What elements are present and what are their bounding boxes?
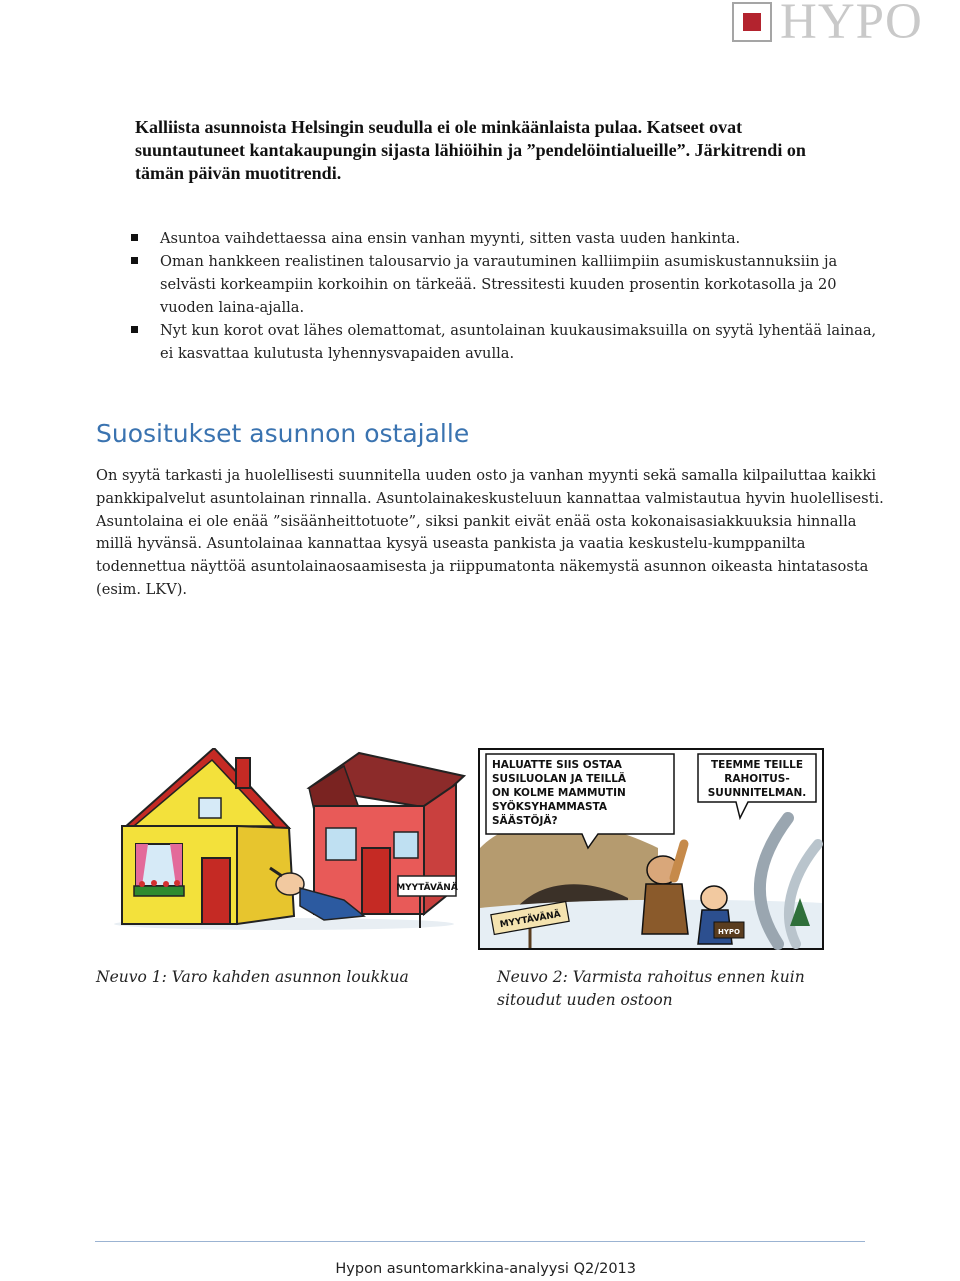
svg-text:HALUATTE SIIS OSTAA: HALUATTE SIIS OSTAA [492, 759, 622, 771]
bullet-text: Oman hankkeen realistinen talousarvio ja varautuminen kalliimpiin asumiskustannuksiin ja selvästi korkeampiin korkoihin on tärkeää. Stressitesti kuuden prosentin korkotasolla ja 20 vuoden laina-ajalla. [160, 253, 838, 316]
caveman-cartoon [478, 748, 824, 950]
logo-text: HYPO [780, 0, 923, 50]
svg-text:MYYTÄVÄNÄ: MYYTÄVÄNÄ [499, 909, 562, 931]
yellow-house-icon [122, 748, 294, 924]
bullet-icon [131, 257, 138, 264]
bullet-list [130, 227, 890, 365]
two-houses-illustration [104, 748, 466, 930]
svg-text:SÄÄSTÖJÄ?: SÄÄSTÖJÄ? [492, 815, 558, 827]
svg-text:ON KOLME MAMMUTIN: ON KOLME MAMMUTIN [492, 787, 626, 799]
bullet-icon [131, 234, 138, 241]
hypo-logo [732, 0, 960, 50]
svg-text:HYPO: HYPO [717, 928, 741, 936]
footer-divider [95, 1241, 865, 1242]
section-body: On syytä tarkasti ja huolellisesti suunnitella uuden osto ja vanhan myynti sekä samalla kilpailuttaa kaikki pankkipalvelut asuntolainan rinnalla. Asuntolainakeskusteluun kannattaa valmistautua hyvin huolellisesti. Asuntolaina ei ole enää ”sisäänheittotuote”, siksi pankit eivät enää osta kokonaisasiakkuuksia hinnalla millä hyvänsä. Asuntolainaa kannattaa kysyä useasta pankista ja vaatia keskustelu-kumppanilta todennettua näyttöä asuntolainaosaamisesta ja riippumatonta näkemystä asunnon oikeasta hintatasosta (esim. LKV). [96, 467, 884, 598]
svg-text:MYYTÄVÄNÄ: MYYTÄVÄNÄ [396, 883, 458, 893]
section-heading: Suositukset asunnon ostajalle [96, 419, 470, 448]
svg-text:RAHOITUS-: RAHOITUS- [724, 773, 790, 785]
list-item [130, 250, 890, 319]
list-item [130, 227, 890, 250]
bullet-text: Nyt kun korot ovat lähes olemattomat, asuntolainan kuukausimaksuilla on syytä lyhentää lainaa, ei kasvattaa kulutusta lyhennysvapaiden avulla. [160, 322, 877, 362]
bullet-text: Asuntoa vaihdettaessa aina ensin vanhan myynti, sitten vasta uuden hankinta. [160, 230, 741, 247]
intro-paragraph: Kalliista asunnoista Helsingin seudulla ei ole minkäänlaista pulaa. Katseet ovat suuntautuneet kantakaupungin sijasta lähiöihin ja ”pendelöintialueille”. Järkitrendi on tämän päivän muotitrendi. [135, 117, 806, 183]
footer-text: Hypon asuntomarkkina-analyysi Q2/2013 [335, 1261, 636, 1277]
bullet-icon [131, 326, 138, 333]
svg-text:SYÖKSYHAMMASTA: SYÖKSYHAMMASTA [492, 801, 607, 813]
caption-left: Neuvo 1: Varo kahden asunnon loukkua [96, 968, 409, 986]
list-item [130, 319, 890, 365]
logo-square-icon [732, 2, 772, 42]
svg-text:SUUNNITELMAN.: SUUNNITELMAN. [707, 787, 807, 799]
svg-text:TEEMME TEILLE: TEEMME TEILLE [710, 759, 804, 771]
caption-right: Neuvo 2: Varmista rahoitus ennen kuin sitoudut uuden ostoon [497, 968, 805, 1009]
svg-text:SUSILUOLAN JA TEILLÄ: SUSILUOLAN JA TEILLÄ [492, 773, 627, 785]
